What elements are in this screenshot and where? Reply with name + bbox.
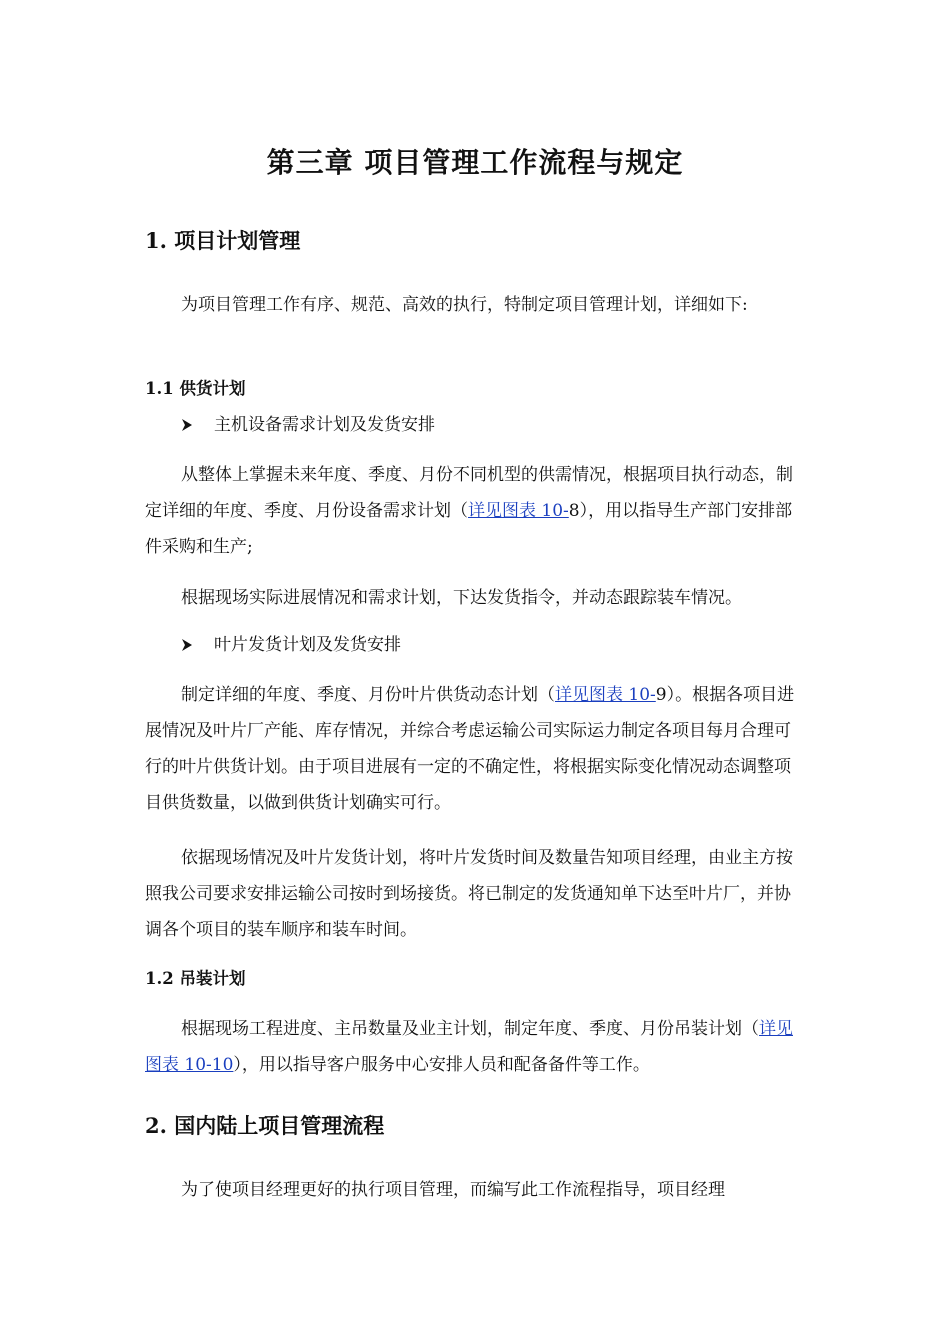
cross-reference-link[interactable]: 详见图表 10-10 — [145, 1019, 793, 1075]
paragraph: 根据现场实际进展情况和需求计划，下达发货指令，并动态跟踪装车情况。 — [181, 588, 742, 608]
arrow-bullet-icon — [182, 639, 192, 651]
section-1-heading: 1. 项目计划管理 — [145, 228, 301, 253]
subsection-1-2-heading: 1.2 吊装计划 — [145, 969, 246, 988]
bullet-item — [182, 410, 435, 440]
subsection-1-1-heading: 1.1 供货计划 — [145, 379, 246, 398]
bullet-text: 叶片发货计划及发货安排 — [214, 635, 401, 655]
paragraph — [145, 457, 805, 565]
arrow-bullet-icon — [182, 419, 192, 431]
paragraph-text: 根据现场工程进度、主吊数量及业主计划，制定年度、季度、月份吊装计划（ — [181, 1019, 759, 1039]
chapter-title: 第三章 项目管理工作流程与规定 — [266, 146, 684, 179]
cross-reference-link[interactable]: 详见图表 10- — [468, 501, 569, 521]
paragraph-text: 从整体上掌握未来年度、季度、月份不同机型的供需情况，根据项目执行动态，制定详细的年度、季度、月份设备需求计划（ — [145, 465, 793, 521]
paragraph-text: 9）。根据各项目进展情况及叶片厂产能、库存情况，并综合考虑运输公司实际运力制定各项目每月合理可行的叶片供货计划。由于项目进展有一定的不确定性，将根据实际变化情况动态调整项目供货数量，以做到供货计划确实可行。 — [145, 685, 795, 813]
paragraph-text: 8），用以指导生产部门安排部件采购和生产; — [145, 501, 793, 557]
section-2-heading: 2. 国内陆上项目管理流程 — [145, 1113, 385, 1138]
paragraph-text: 制定详细的年度、季度、月份叶片供货动态计划（ — [181, 685, 555, 705]
paragraph-text: ），用以指导客户服务中心安排人员和配备备件等工作。 — [233, 1055, 650, 1075]
paragraph — [145, 677, 805, 821]
section-1-intro: 为项目管理工作有序、规范、高效的执行，特制定项目管理计划，详细如下: — [181, 295, 748, 315]
paragraph: 依据现场情况及叶片发货计划，将叶片发货时间及数量告知项目经理，由业主方按照我公司要求安排运输公司按时到场接货。将已制定的发货通知单下达至叶片厂，并协调各个项目的装车顺序和装车时间。 — [145, 848, 793, 940]
cross-reference-link[interactable]: 详见图表 10- — [555, 685, 656, 705]
paragraph — [145, 1011, 805, 1083]
bullet-text: 主机设备需求计划及发货安排 — [214, 415, 435, 435]
paragraph: 为了使项目经理更好的执行项目管理，而编写此工作流程指导，项目经理 — [181, 1180, 725, 1200]
bullet-item — [182, 630, 401, 660]
